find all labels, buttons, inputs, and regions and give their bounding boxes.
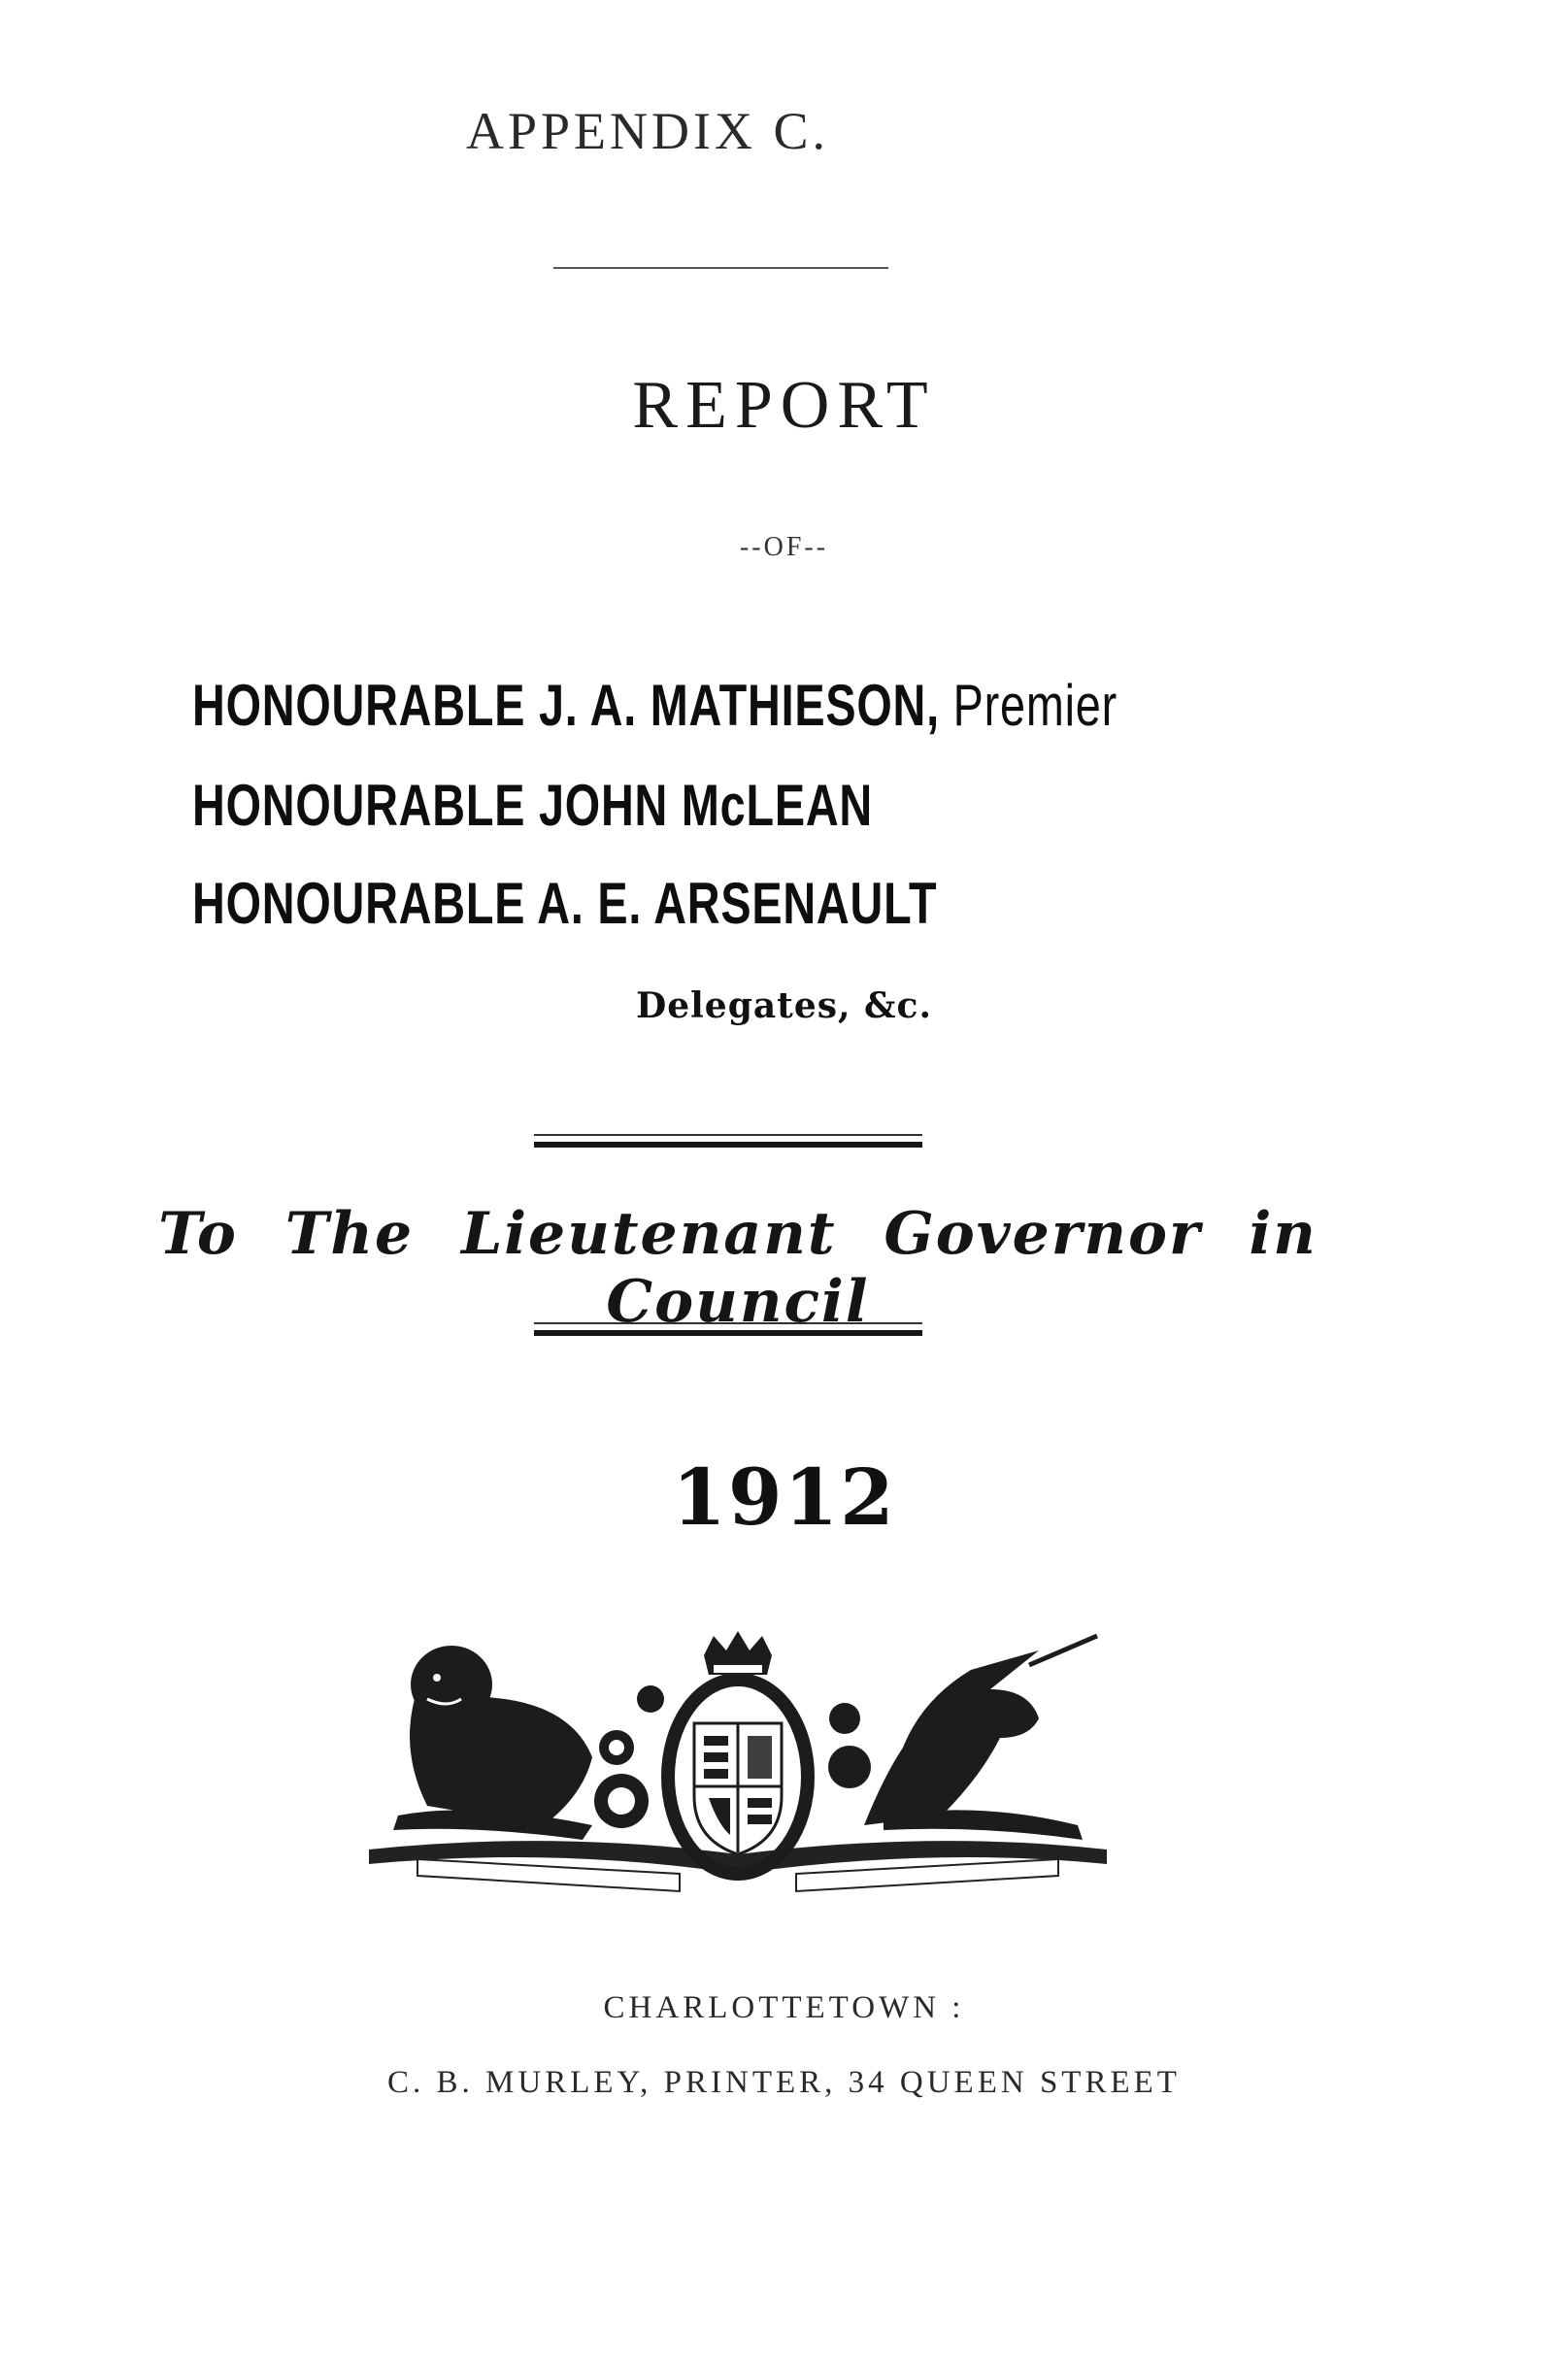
delegates-label: Delegates, &c. xyxy=(635,985,933,1026)
of-line: --OF-- xyxy=(739,532,829,562)
addressee-line: To The Lieutenant Governor in Council xyxy=(158,1200,1318,1336)
imprint-printer: C. B. MURLEY, PRINTER, 34 QUEEN STREET xyxy=(387,2065,1181,2100)
delegate-name-3: HONOURABLE A. E. ARSENAULT xyxy=(192,871,938,936)
delegate-name-2: HONOURABLE JOHN McLEAN xyxy=(192,773,874,838)
appendix-heading: APPENDIX C. xyxy=(466,102,830,160)
publication-year: 1912 xyxy=(672,1451,896,1543)
delegate-name: HONOURABLE J. A. MATHIESON, xyxy=(192,673,940,738)
imprint-place: CHARLOTTETOWN : xyxy=(603,1990,965,2025)
royal-coat-of-arms-icon xyxy=(359,1631,1117,1893)
divider-rule xyxy=(553,267,888,269)
double-divider-top xyxy=(534,1134,922,1148)
report-title: REPORT xyxy=(632,368,936,443)
delegate-role: Premier xyxy=(952,673,1118,738)
double-divider-bottom xyxy=(534,1322,922,1336)
delegate-name-1 xyxy=(192,672,1118,739)
